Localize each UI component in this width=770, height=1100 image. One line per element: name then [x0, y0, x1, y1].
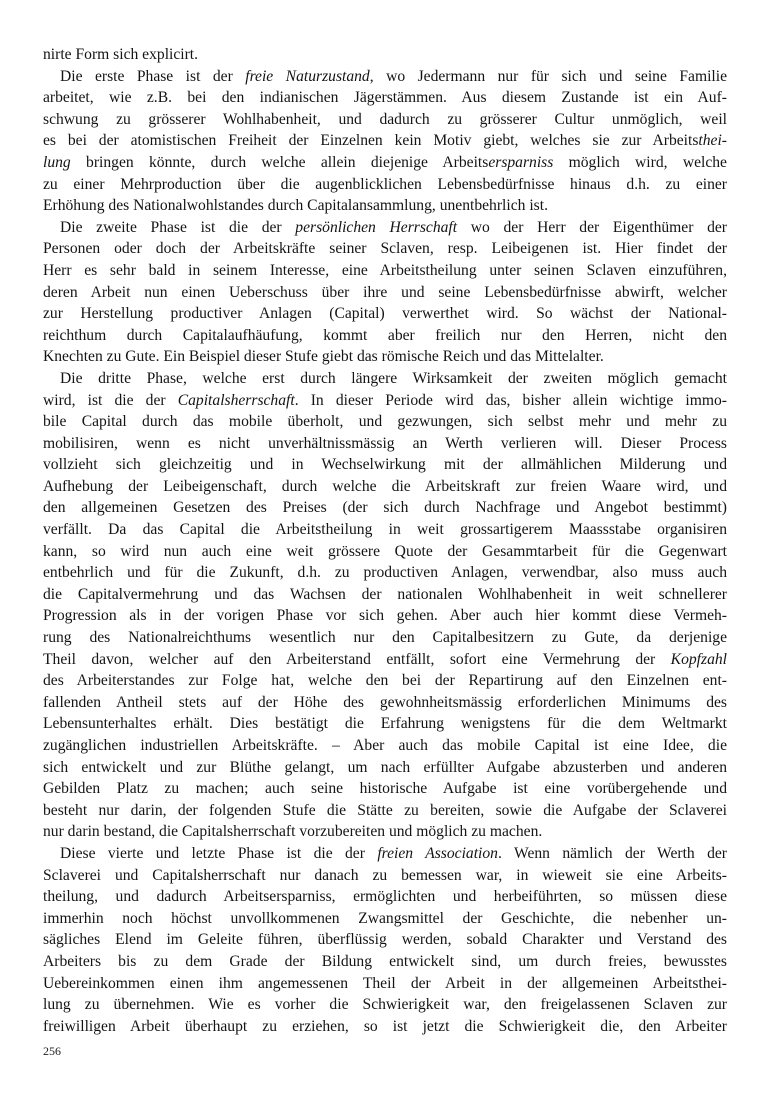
italic-span: ersparniss — [488, 153, 554, 171]
text-line — [43, 821, 727, 843]
text-line — [43, 303, 727, 325]
text-span: . In dieser Periode wird das, bisher allein wichtige immo- — [294, 391, 727, 409]
text-line — [43, 994, 727, 1016]
text-line — [43, 1016, 727, 1038]
text-span: Progression als in der vorigen Phase vor sich gehen. Aber auch hier kommt diese Vermeh- — [43, 607, 727, 625]
text-line — [43, 346, 727, 368]
text-line — [43, 951, 727, 973]
text-span: wo der Herr der Eigenthümer der — [457, 218, 728, 236]
text-line — [43, 519, 727, 541]
text-span: des Arbeiterstandes zur Folge hat, welche den bei der Repartirung auf den Einzelnen ent- — [43, 672, 727, 690]
text-span: deren Arbeit nun einen Ueberschuss über ihre und seine Lebensbedürfnisse abwirft, welcher — [43, 283, 727, 301]
text-line — [43, 865, 727, 887]
text-span: schwung zu grösserer Wohlhabenheit, und dadurch zu grösserer Cultur unmöglich, weil — [43, 110, 727, 128]
page-number: 256 — [43, 1044, 61, 1058]
text-line — [43, 735, 727, 757]
text-span: Arbeiters bis zu dem Grade der Bildung entwickelt sind, um durch freies, bewusstes — [43, 952, 727, 970]
text-line — [43, 692, 727, 714]
text-span: rung des Nationalreichthums wesentlich nur den Capitalbesitzern zu Gute, da derjenige — [43, 629, 727, 647]
text-line — [43, 152, 727, 174]
text-line — [43, 282, 727, 304]
text-span: mobilisiren, wenn es nicht unverhältnissmässig an Werth verlieren will. Dieser Process — [43, 434, 727, 452]
text-span: Sclaverei und Capitalsherrschaft nur danach zu bemessen war, in wieweit sie eine Arbeits- — [43, 866, 727, 884]
text-span: Aufhebung der Leibeigenschaft, durch welche die Arbeitskraft zur freien Waare wird, und — [43, 477, 727, 495]
text-line — [43, 390, 727, 412]
text-line — [43, 44, 727, 66]
paragraph — [43, 368, 727, 843]
italic-span: Kopfzahl — [670, 650, 727, 668]
text-line — [43, 605, 727, 627]
text-line — [43, 454, 727, 476]
text-line — [43, 757, 727, 779]
text-line — [43, 217, 727, 239]
italic-span: freie Naturzustand — [245, 67, 370, 85]
text-line — [43, 174, 727, 196]
italic-span: Capitalsherrschaft — [177, 391, 295, 409]
text-line — [43, 130, 727, 152]
text-line — [43, 195, 727, 217]
text-span: möglich wird, welche — [553, 153, 727, 171]
text-span: theilung, und dadurch Arbeitsersparniss, ermöglichten und herbeiführten, so müssen diese — [43, 888, 727, 906]
text-span: sägliches Elend im Geleite führen, überflüssig werden, sobald Charakter und Verstand des — [43, 931, 727, 949]
paragraph — [43, 843, 727, 1037]
text-span: . Wenn nämlich der Werth der — [497, 844, 727, 862]
text-span: Diese vierte und letzte Phase ist die der — [60, 844, 378, 862]
paragraph — [43, 217, 727, 368]
text-line — [43, 66, 727, 88]
text-line — [43, 562, 727, 584]
text-span: entbehrlich und für die Zukunft, d.h. zu productiven Anlagen, verwendbar, also muss auch — [43, 564, 727, 582]
text-span: Uebereinkommen einen ihm angemessenen Theil der Arbeit in der allgemeinen Arbeitsthei- — [43, 974, 727, 992]
text-span: Knechten zu Gute. Ein Beispiel dieser Stufe giebt das römische Reich und das Mittelalter. — [43, 348, 604, 366]
text-line — [43, 713, 727, 735]
text-line — [43, 87, 727, 109]
text-span: lung zu übernehmen. Wie es vorher die Schwierigkeit war, den freigelassenen Sclaven zur — [43, 996, 727, 1014]
text-line — [43, 843, 727, 865]
text-span: Erhöhung des Nationalwohlstandes durch Capitalansammlung, unentbehrlich ist. — [43, 197, 548, 215]
text-span: Personen oder doch der Arbeitskräfte seiner Sclaven, resp. Leibeigenen ist. Hier findet der — [43, 240, 727, 258]
text-span: bringen könnte, durch welche allein diejenige Arbeits — [70, 153, 489, 171]
text-span: vollzieht sich gleichzeitig und in Wechselwirkung mit der allmählichen Milderung und — [43, 456, 727, 474]
text-line — [43, 627, 727, 649]
text-span: , wo Jedermann nur für sich und seine Familie — [369, 67, 727, 85]
italic-span: freien Association — [377, 844, 498, 862]
text-line — [43, 497, 727, 519]
text-span: Lebensunterhaltes erhält. Dies bestätigt die Erfahrung wenigstens für die dem Weltmarkt — [43, 715, 727, 733]
text-span: reichthum durch Capitalaufhäufung, kommt aber freilich nur den Herren, nicht den — [43, 326, 727, 344]
text-span: zu einer Mehrproduction über die augenblicklichen Lebensbedürfnisse hinaus d.h. zu einer — [43, 175, 727, 193]
text-line — [43, 929, 727, 951]
page-text — [43, 44, 727, 1037]
text-span: arbeitet, wie z.B. bei den indianischen Jägerstämmen. Aus diesem Zustande ist ein Auf- — [43, 89, 727, 107]
text-span: den allgemeinen Gesetzen des Preises (der sich durch Nachfrage und Angebot bestimmt) — [43, 499, 727, 517]
text-line — [43, 670, 727, 692]
text-line — [43, 584, 727, 606]
text-span: Die zweite Phase ist die der — [60, 218, 296, 236]
text-span: Gebilden Platz zu machen; auch seine historische Aufgabe ist eine vorübergehende und — [43, 780, 727, 798]
text-line — [43, 649, 727, 671]
text-span: wird, ist die der — [43, 391, 178, 409]
text-span: zugänglichen industriellen Arbeitskräfte. – Aber auch das mobile Capital ist eine Idee, die — [43, 737, 727, 754]
text-line — [43, 541, 727, 563]
text-span: es bei der atomistischen Freiheit der Einzelnen kein Motiv giebt, welches sie zur Arbeits — [43, 132, 699, 150]
text-line — [43, 260, 727, 282]
text-span: zur Herstellung productiver Anlagen (Capital) verwerthet wird. So wächst der National- — [43, 305, 727, 323]
italic-span: thei- — [698, 132, 727, 150]
text-span: fallenden Antheil stets auf der Höhe des gewohnheitsmässig erforderlichen Minimums des — [43, 693, 727, 711]
text-span: nur darin bestand, die Capitalsherrschaft vorzubereiten und möglich zu machen. — [43, 823, 543, 841]
text-span: kann, so wird nun auch eine weit grössere Quote der Gesammtarbeit für die Gegenwart — [43, 542, 727, 560]
text-span: Theil davon, welcher auf den Arbeiterstand entfällt, sofort eine Vermehrung der — [43, 650, 671, 668]
text-line — [43, 800, 727, 822]
italic-span: lung — [43, 153, 71, 171]
text-span: verfällt. Da das Capital die Arbeitstheilung in weit grossartigerem Maassstabe organisiren — [43, 521, 727, 539]
text-span: freiwilligen Arbeit überhaupt zu erziehen, so ist jetzt die Schwierigkeit die, den Arbeiter — [43, 1017, 727, 1035]
text-span: bile Capital durch das mobile überholt, und gezwungen, sich selbst mehr und mehr zu — [43, 413, 727, 431]
paragraph — [43, 44, 727, 66]
italic-span: persönlichen Herrschaft — [295, 218, 458, 236]
text-line — [43, 238, 727, 260]
text-span: nirte Form sich explicirt. — [43, 46, 199, 63]
text-line — [43, 886, 727, 908]
text-line — [43, 109, 727, 131]
paragraph — [43, 66, 727, 217]
text-line — [43, 778, 727, 800]
text-span: immerhin noch höchst unvollkommenen Zwangsmittel der Geschichte, die nebenher un- — [43, 909, 727, 927]
text-span: Herr es sehr bald in seinem Interesse, eine Arbeitstheilung unter seinen Sclaven einzuführen, — [43, 261, 727, 279]
text-line — [43, 433, 727, 455]
text-line — [43, 411, 727, 433]
text-line — [43, 476, 727, 498]
text-span: besteht nur darin, der folgenden Stufe die Stätte zu bereiten, sowie die Aufgabe der Sclaverei — [43, 801, 727, 819]
text-line — [43, 908, 727, 930]
text-span: Die dritte Phase, welche erst durch längere Wirksamkeit der zweiten möglich gemacht — [60, 369, 727, 387]
text-span: Die erste Phase ist der — [60, 67, 246, 85]
text-span: sich entwickelt und zur Blüthe gelangt, um nach erfüllter Aufgabe abzusterben und anderen — [43, 758, 727, 776]
text-line — [43, 325, 727, 347]
text-line — [43, 368, 727, 390]
text-line — [43, 973, 727, 995]
text-span: die Capitalvermehrung und das Wachsen der nationalen Wohlhabenheit in weit schnellerer — [43, 585, 727, 603]
